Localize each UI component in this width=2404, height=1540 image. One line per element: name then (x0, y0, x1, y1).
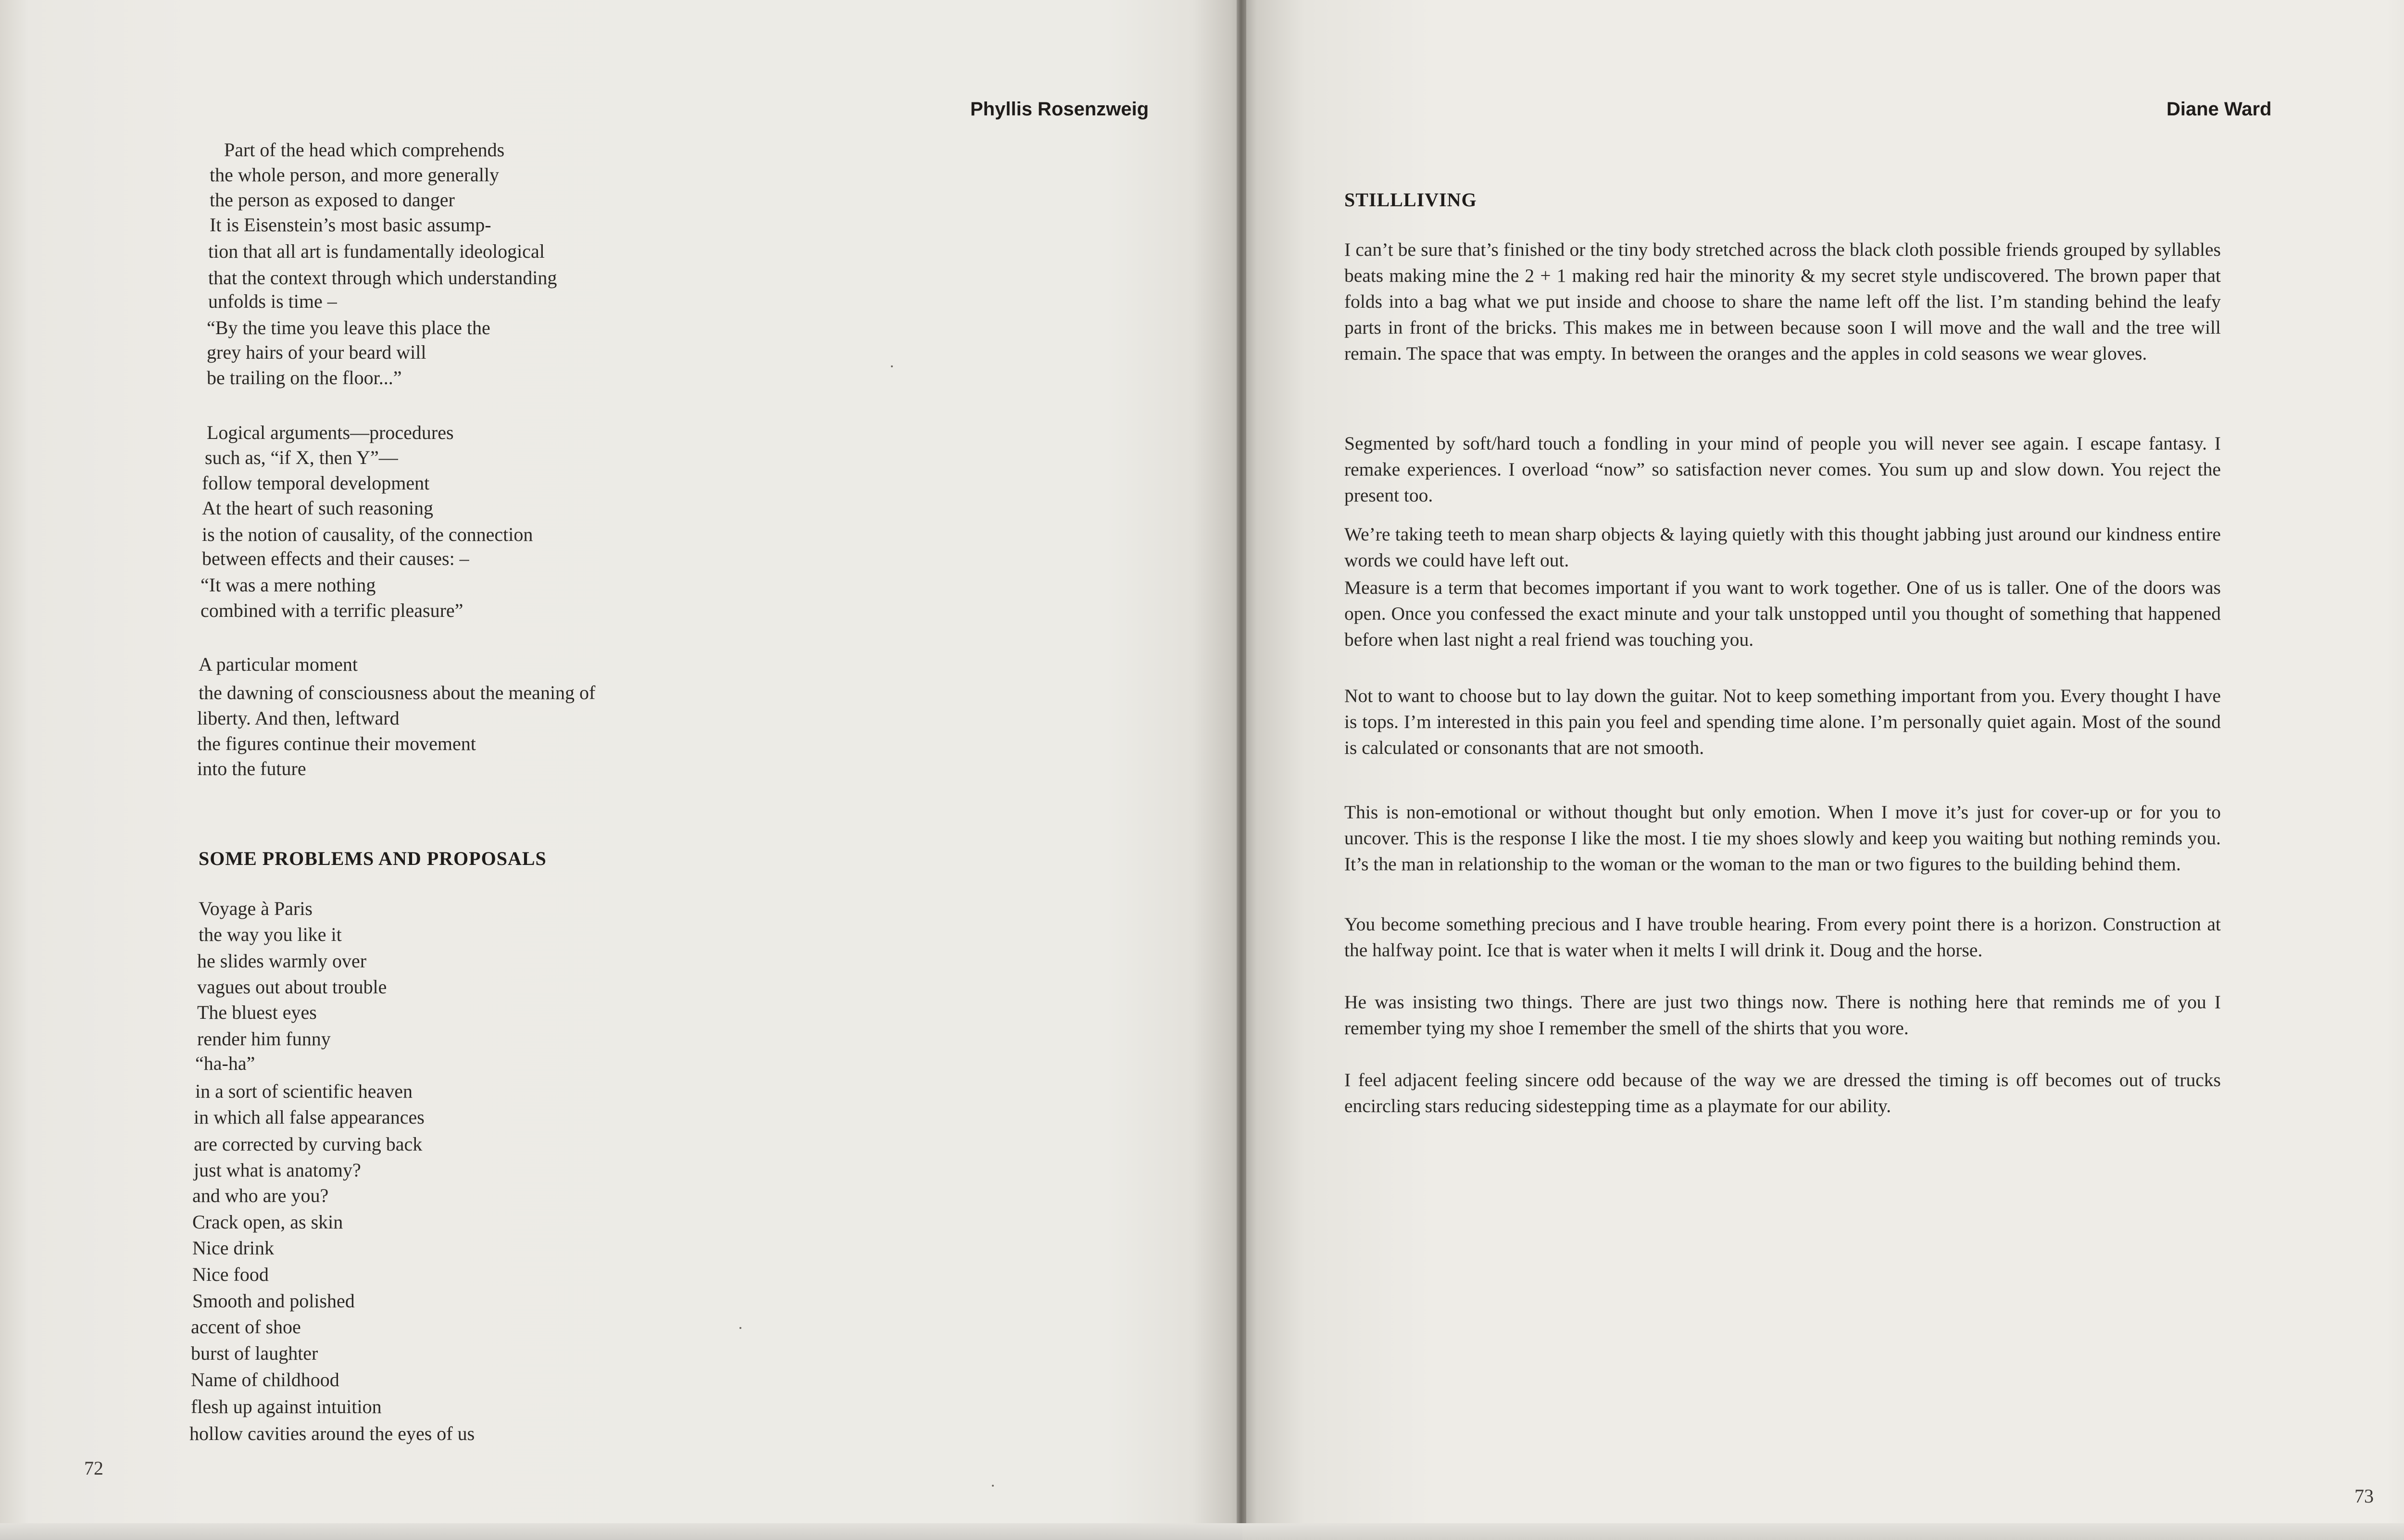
poem-line: burst of laughter (191, 1342, 318, 1364)
paper-speck (739, 1327, 741, 1329)
poem-line: unfolds is time – (208, 290, 337, 312)
book-gutter (1237, 0, 1246, 1540)
paragraph-text: Segmented by soft/hard touch a fondling in your mind of people you will never see again. I escape fantasy. I remake experiences. I overload “now” so satisfaction never comes. You sum up and slow down. You reject the present too. (1344, 433, 2221, 506)
poem-line: the figures continue their movement (197, 733, 476, 754)
prose-paragraph (1344, 237, 2221, 366)
prose-paragraph (1344, 911, 2221, 963)
poem-line: tion that all art is fundamentally ideological (208, 240, 545, 262)
poem-line: At the heart of such reasoning (202, 497, 433, 519)
poem-line: such as, “if X, then Y”— (205, 447, 398, 468)
poem-line: “By the time you leave this place the (207, 317, 490, 338)
prose-paragraph (1344, 430, 2221, 508)
paper-speck (891, 365, 893, 367)
poem-line: vagues out about trouble (197, 976, 387, 998)
poem-line: Voyage à Paris (199, 898, 313, 919)
poem-line: the dawning of consciousness about the meaning of (199, 682, 596, 703)
left-page-number: 72 (84, 1457, 103, 1479)
poem-line: the way you like it (199, 924, 342, 945)
poem-line: that the context through which understanding (208, 267, 557, 288)
section-heading: SOME PROBLEMS AND PROPOSALS (199, 848, 547, 869)
prose-paragraph (1344, 683, 2221, 761)
paragraph-text: I feel adjacent feeling sincere odd because of the way we are dressed the timing is off becomes out of trucks encircling stars reducing sidestepping time as a playmate for our ability. (1344, 1069, 2221, 1116)
poem-line: just what is anatomy? (194, 1159, 361, 1181)
poem-line: follow temporal development (202, 472, 430, 494)
left-page-bottom-edge (0, 1523, 1242, 1540)
poem-line: render him funny (197, 1028, 331, 1050)
poem-line: the whole person, and more generally (210, 164, 500, 186)
prose-paragraph (1344, 799, 2221, 877)
poem-line: in which all false appearances (194, 1106, 425, 1128)
poem-title: STILLLIVING (1344, 189, 1477, 211)
poem-line: are corrected by curving back (194, 1133, 423, 1155)
poem-line: A particular moment (199, 653, 358, 675)
poem-line: be trailing on the floor...” (207, 367, 402, 388)
poem-line: The bluest eyes (197, 1002, 317, 1023)
poem-line: in a sort of scientific heaven (195, 1080, 413, 1102)
paragraph-text: We’re taking teeth to mean sharp objects & laying quietly with this thought jabbing just around our kindness entire words we could have left out. (1344, 524, 2221, 571)
poem-line: Part of the head which comprehends (224, 139, 505, 161)
poem-line: Smooth and polished (192, 1290, 355, 1312)
prose-paragraph (1344, 989, 2221, 1041)
poem-line: It is Eisenstein’s most basic assump- (210, 214, 491, 236)
poem-line: the person as exposed to danger (210, 189, 455, 211)
poem-line: liberty. And then, leftward (197, 707, 400, 729)
paragraph-text: This is non-emotional or without thought but only emotion. When I move it’s just for cover-up or for you to uncover. This is the response I like the most. I tie my shoes slowly and keep you waiting but nothing reminds you. It’s the man in relationship to the woman or the woman to the man or two figures to the building behind them. (1344, 801, 2221, 875)
poem-line: Logical arguments—procedures (207, 422, 454, 443)
poem-line: flesh up against intuition (191, 1396, 382, 1417)
poem-line: “ha-ha” (195, 1052, 255, 1074)
poem-line: Nice food (192, 1264, 269, 1285)
poem-line: he slides warmly over (197, 950, 367, 972)
paragraph-text: Not to want to choose but to lay down the guitar. Not to keep something important from you. Every thought I have is tops. I’m interested in this pain you feel and spending time alone. I’m personally quiet again. Most of the sound is calculated or consonants that are not smooth. (1344, 685, 2221, 758)
poem-line: grey hairs of your beard will (207, 341, 426, 363)
paper-speck (992, 1485, 994, 1487)
poem-line: hollow cavities around the eyes of us (189, 1423, 475, 1444)
poem-line: Name of childhood (191, 1369, 339, 1390)
poem-line: is the notion of causality, of the connection (202, 524, 533, 545)
prose-paragraph (1344, 1067, 2221, 1119)
right-author-name: Diane Ward (2166, 99, 2272, 120)
prose-paragraph (1344, 521, 2221, 573)
paragraph-text: He was insisting two things. There are just two things now. There is nothing here that reminds me of you I remember tying my shoe I remember the smell of the shirts that you wore. (1344, 991, 2221, 1039)
poem-line: Nice drink (192, 1237, 274, 1259)
paragraph-text: You become something precious and I have trouble hearing. From every point there is a horizon. Construction at the halfway point. Ice that is water when it melts I will drink it. Doug and the horse. (1344, 914, 2221, 961)
poem-line: “It was a mere nothing (200, 574, 376, 596)
poem-line: combined with a terrific pleasure” (200, 600, 463, 621)
poem-line: into the future (197, 758, 306, 779)
right-page (1242, 0, 2404, 1540)
paragraph-text: I can’t be sure that’s finished or the tiny body stretched across the black cloth possible friends grouped by syllables beats making mine the 2 + 1 making red hair the minority & my secret style undiscovered. The brown paper that folds into a bag what we put inside and choose to share the name left off the list. I’m standing behind the leafy parts in front of the bricks. This makes me in between because soon I will move and the wall and the tree will remain. The space that was empty. In between the oranges and the apples in cold seasons we wear gloves. (1344, 239, 2221, 364)
right-page-bottom-edge (1242, 1523, 2404, 1540)
poem-line: and who are you? (192, 1185, 329, 1206)
poem-line: between effects and their causes: – (202, 548, 469, 569)
poem-line: Crack open, as skin (192, 1211, 343, 1233)
prose-paragraph (1344, 575, 2221, 652)
right-page-number: 73 (2354, 1485, 2374, 1507)
left-author-name: Phyllis Rosenzweig (970, 99, 1149, 120)
poem-line: accent of shoe (191, 1316, 301, 1338)
paragraph-text: Measure is a term that becomes important if you want to work together. One of us is taller. One of the doors was open. Once you confessed the exact minute and your talk unstopped until you thought of something that happened before when last night a real friend was touching you. (1344, 577, 2221, 650)
